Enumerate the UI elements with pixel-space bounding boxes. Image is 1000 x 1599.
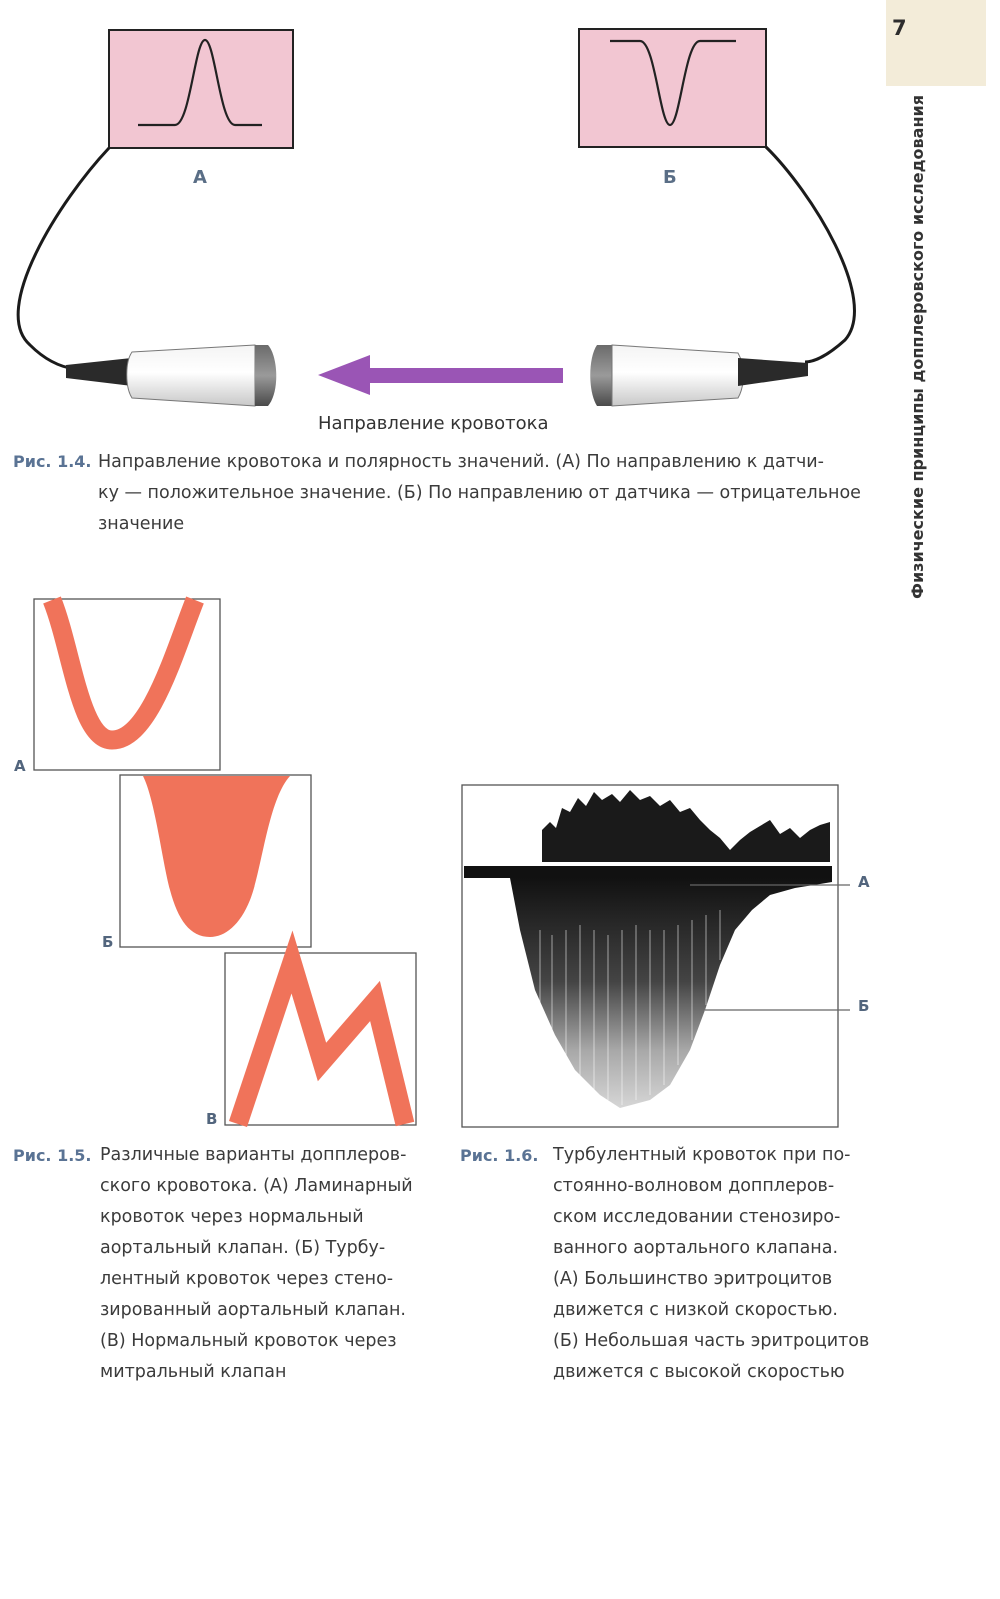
caption-line: ку — положительное значение. (Б) По направлению от датчика — отрицательное — [98, 483, 861, 503]
page-number: 7 — [892, 16, 907, 40]
figure-1-5-caption-label: Рис. 1.5. — [13, 1146, 92, 1165]
caption-line: кровоток через нормальный — [100, 1207, 364, 1227]
caption-line: аортальный клапан. (Б) Турбу- — [100, 1238, 386, 1258]
cable-left — [18, 148, 109, 369]
probe-right — [590, 345, 808, 406]
figure-1-6-caption — [553, 1140, 875, 1388]
monitor-a-label: А — [193, 167, 207, 188]
flow-panel-a-label: А — [14, 757, 26, 775]
figure-1-6-caption-label: Рис. 1.6. — [460, 1146, 539, 1165]
probe-left — [66, 345, 276, 406]
caption-line: (Б) Небольшая часть эритроцитов — [553, 1331, 870, 1351]
caption-line: ском исследовании стенозиро- — [553, 1207, 841, 1227]
doppler-spectrum — [462, 785, 850, 1127]
caption-line: зированный аортальный клапан. — [100, 1300, 406, 1320]
caption-line: Различные варианты допплеров- — [100, 1145, 407, 1165]
caption-line: лентный кровоток через стено- — [100, 1269, 394, 1289]
monitor-b-label: Б — [663, 167, 677, 188]
monitor-a — [109, 30, 293, 148]
caption-line: (В) Нормальный кровоток через — [100, 1331, 397, 1351]
spectrum-label-b: Б — [858, 997, 870, 1015]
cable-right — [766, 147, 854, 362]
flow-direction-label: Направление кровотока — [318, 413, 549, 434]
figure-1-4-caption — [98, 447, 874, 540]
flow-arrow — [318, 355, 563, 395]
spectrum-label-a: А — [858, 873, 870, 891]
flow-panel-b-label: Б — [102, 933, 114, 951]
flow-panel-c-label: В — [206, 1110, 218, 1128]
figure-1-4-caption-label: Рис. 1.4. — [13, 452, 92, 471]
flow-panel-a — [34, 599, 220, 770]
caption-line: Направление кровотока и полярность значений. (А) По направлению к датчи- — [98, 452, 824, 472]
caption-line: Турбулентный кровоток при по- — [553, 1145, 851, 1165]
figure-1-5-caption — [100, 1140, 422, 1388]
flow-panel-c — [225, 953, 416, 1125]
caption-line: стоянно-волновом допплеров- — [553, 1176, 835, 1196]
monitor-b — [579, 29, 766, 147]
caption-line: движется с низкой скоростью. — [553, 1300, 838, 1320]
caption-line: митральный клапан — [100, 1362, 287, 1382]
caption-line: (А) Большинство эритроцитов — [553, 1269, 833, 1289]
running-head: Физические принципы допплеровского исследования — [908, 95, 927, 599]
caption-line: движется с высокой скоростью — [553, 1362, 845, 1382]
flow-panel-b — [120, 775, 311, 947]
caption-line: значение — [98, 514, 185, 534]
caption-line: ванного аортального клапана. — [553, 1238, 839, 1258]
caption-line: ского кровотока. (А) Ламинарный — [100, 1176, 413, 1196]
